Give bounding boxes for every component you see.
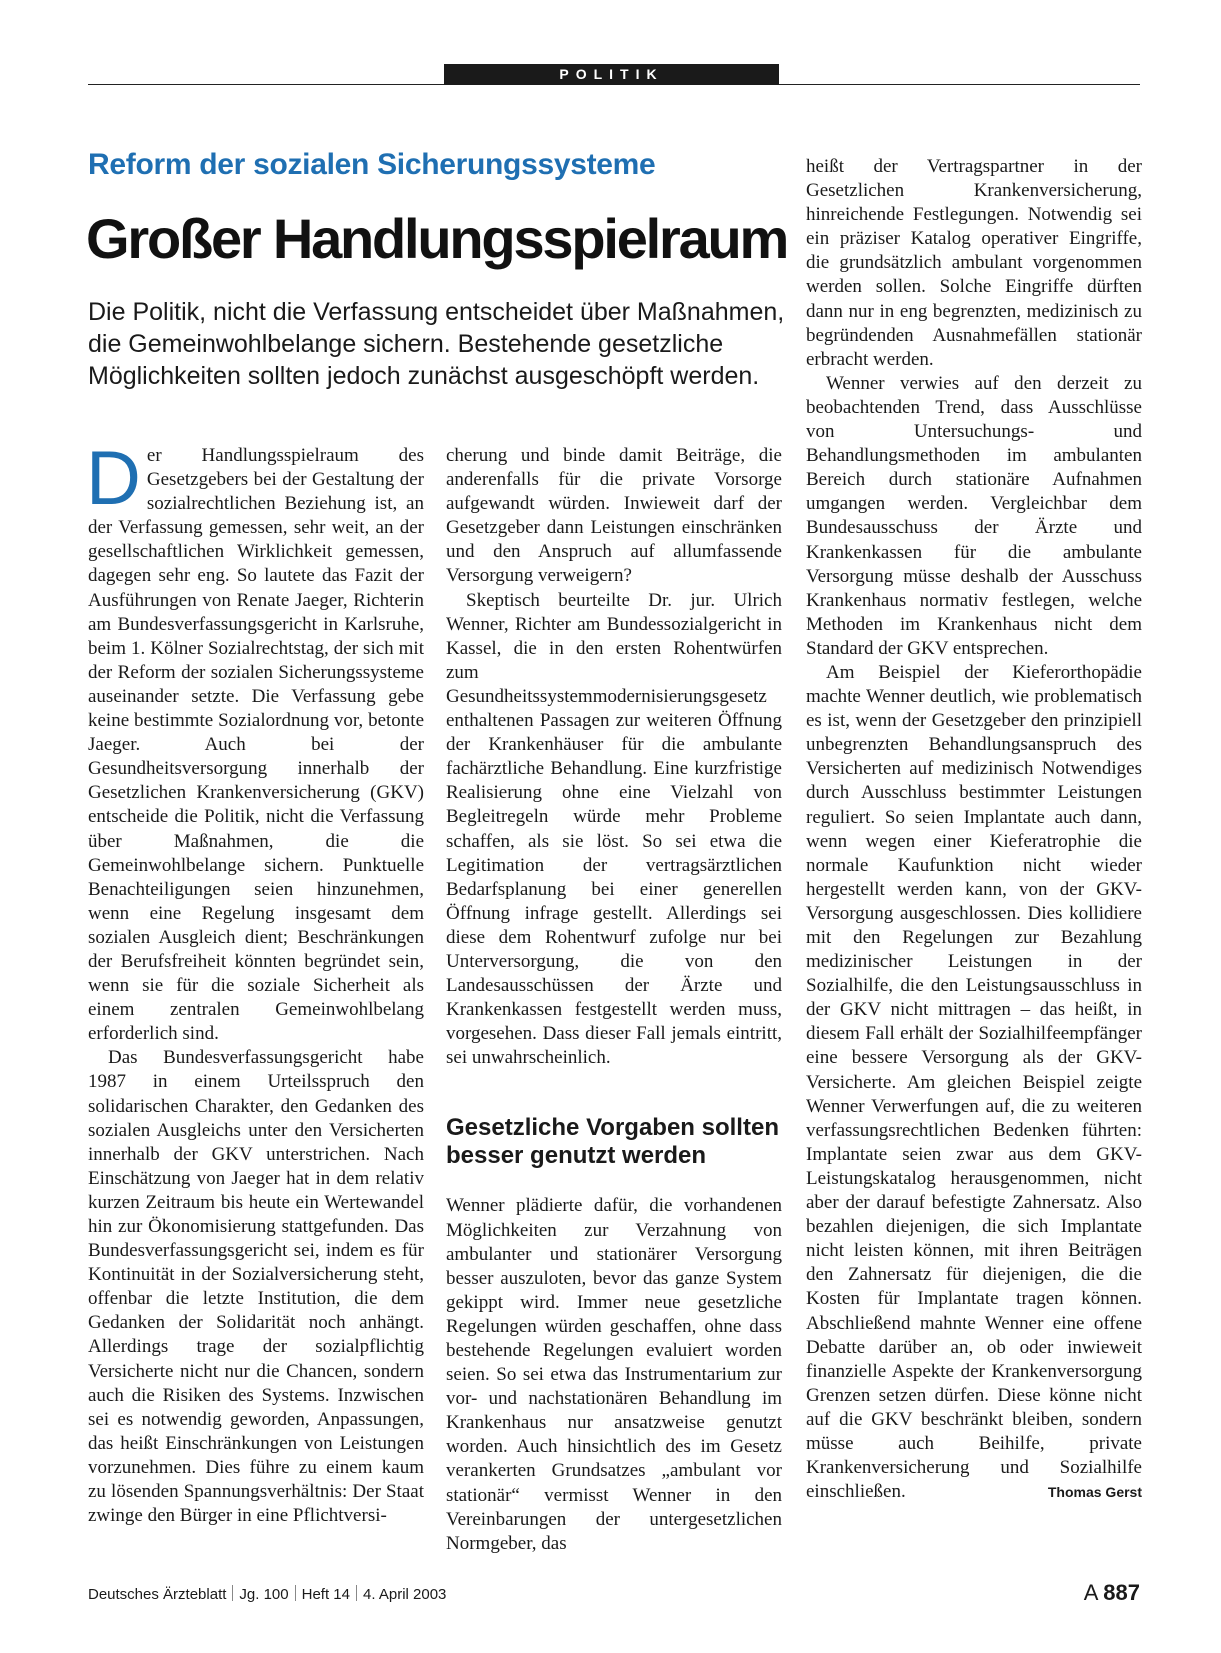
journal-name: Deutsches Ärzteblatt <box>88 1586 227 1603</box>
paragraph <box>806 661 1142 1504</box>
drop-cap: D <box>86 436 141 521</box>
paragraph: cherung und binde damit Beiträge, die anderenfalls für die private Vorsorge aufgewandt würden. Inwieweit darf der Gesetzgeber dann Leistungen einschränken und den Anspruch auf allumfassende Versorgung verweigern? <box>446 445 782 587</box>
article-lead: Die Politik, nicht die Verfassung entscheidet über Maßnahmen, die Gemeinwohlbelange sichern. Bestehende gesetzliche Möglichkeiten sollten jedoch zunächst ausgeschöpft werden. <box>88 298 785 390</box>
article-headline: Großer Handlungsspielraum <box>86 207 788 270</box>
author-byline: Thomas Gerst <box>1047 1484 1142 1501</box>
section-label: POLITIK <box>444 64 779 85</box>
divider <box>356 1585 357 1601</box>
paragraph-text: er Handlungsspielraum des Gesetzgebers bei der Gestaltung der sozialrechtlichen Beziehung ist, an der Verfassung gemessen, sehr weit, an der gesellschaftlichen Wirklichkeit gemessen, dagegen sehr eng. So lautete das Fazit der Ausführungen von Renate Jaeger, Richterin am Bundesverfassungsgericht in Karlsruhe, beim 1. Kölner Sozialrechtstag, der sich mit der Reform der sozialen Sicherungssysteme auseinander setzte. Die Verfassung gebe keine bestimmte Sozialordnung vor, betonte Jaeger. Auch bei der Gesundheitsversorgung innerhalb der Gesetzlichen Krankenversicherung (GKV) entscheide die Politik, nicht die Verfassung über Maßnahmen, die die Gemeinwohlbelange sichern. Punktuelle Benachteiligungen seien hinzunehmen, wenn eine Regelung insgesamt dem sozialen Ausgleich dient; Beschränkungen der Berufsfreiheit könnten begründet sein, wenn sie für die soziale Sicherheit als einem zentralen Gemeinwohlbelang erforderlich sind. <box>88 445 424 1045</box>
subheading: Gesetzliche Vorgaben sollten besser genutzt werden <box>446 1114 779 1170</box>
divider <box>295 1585 296 1601</box>
page-number <box>1084 1580 1140 1606</box>
page-footer <box>88 1585 446 1603</box>
paragraph-text: Am Beispiel der Kieferorthopädie machte Wenner deutlich, wie problematisch es ist, wenn der Gesetzgeber den prinzipiell unbegrenzten Behandlungsanspruch des Versicherten auf medizinisch Notwendiges durch Ausschluss bestimmter Leistungen reguliert. So seien Implantate auch dann, wenn wegen einer Kieferatrophie die normale Kaufunktion nicht wieder hergestellt werden kann, von der GKV-Versorgung ausgeschlossen. Dies kollidiere mit den Regelungen zur Bezahlung medizinischer Leistungen in der Sozialhilfe, die den Leistungsausschluss in der GKV nicht mittragen – das heißt, in diesem Fall erhält der Sozialhilfeempfänger eine bessere Versorgung als der GKV-Versicherte. Am gleichen Beispiel zeigte Wenner Verwerfungen auf, die zu weiteren verfassungsrechtlichen Bedenken führten: Implantate seien zwar aus dem GKV-Leistungskatalog herausgenommen, nicht aber der darauf befestigte Zahnersatz. Also bezahlen diejenigen, die sich Implantate nicht leisten können, mit ihren Beiträgen den Zahnersatz für diejenigen, die die Kosten für Implantate tragen können. Abschließend mahnte Wenner eine offene Debatte darüber an, ob oder inwieweit finanzielle Aspekte der Krankenversorgung Grenzen setzen dürfen. Diese könne nicht auf die GKV beschränkt bleiben, sondern müsse auch Beihilfe, private Krankenversicherung und Sozialhilfe einschließen. <box>806 661 1142 1503</box>
paragraph: Skeptisch beurteilte Dr. jur. Ulrich Wenner, Richter am Bundessozialgericht in Kassel, die in den ersten Rohentwürfen zum Gesundheitssystemmodernisierungsgesetz enthaltenen Passagen zur weiteren Öffnung der Krankenhäuser für die ambulante fachärztliche Behandlung. Eine kurzfristige Realisierung ohne eine Vielzahl von Begleitregeln würde mehr Probleme schaffen, als sie löst. So sei etwa die Legitimation der vertragsärztlichen Bedarfsplanung bei einer generellen Öffnung infrage gestellt. Allerdings sei diese dem Rohentwurf zufolge nur bei Unterversorgung, die von den Landesausschüssen der Ärzte und Krankenkassen festgestellt werden muss, vorgesehen. Dass dieser Fall jemals eintritt, sei unwahrscheinlich. <box>446 589 782 1069</box>
divider <box>232 1585 233 1601</box>
article-kicker: Reform der sozialen Sicherungssysteme <box>88 148 656 181</box>
page-prefix: A <box>1083 1580 1098 1605</box>
issue-date: 4. April 2003 <box>363 1586 447 1603</box>
column-2 <box>446 444 782 1556</box>
paragraph: Das Bundesverfassungsgericht habe 1987 in einem Urteilsspruch den solidarischen Charakter, den Gedanken des sozialen Ausgleichs unter den Versicherten innerhalb der GKV unterstrichen. Nach Einschätzung von Jaeger hat in dem relativ kurzen Zeitraum bis heute ein Wertewandel hin zur Ökonomisierung stattgefunden. Das Bundesverfassungsgericht sei, indem es für Kontinuität in der Sozialversicherung steht, offenbar die letzte Institution, die dem Gedanken der Solidarität noch anhängt. Allerdings trage der sozialpflichtig Versicherte nicht nur die Chancen, sondern auch die Risiken des Systems. Inzwischen sei es notwendig geworden, Anpassungen, das heißt Einschränkungen von Leistungen vorzunehmen. Dies führe zu einem kaum zu lösenden Spannungsverhältnis: Der Staat zwinge den Bürger in eine Pflichtversi- <box>88 1047 424 1527</box>
page-number-value: 887 <box>1103 1580 1140 1605</box>
volume: Jg. 100 <box>239 1586 289 1603</box>
issue: Heft 14 <box>301 1586 350 1603</box>
column-1 <box>86 436 424 1528</box>
column-3 <box>806 155 1142 1504</box>
paragraph <box>86 436 424 1046</box>
paragraph: Wenner verwies auf den derzeit zu beobachtenden Trend, dass Ausschlüsse von Untersuchungs- und Behandlungsmethoden im ambulanten Bereich durch stationäre Aufnahmen umgangen werden. Vergleichbar dem Bundesausschuss der Ärzte und Krankenkassen für die ambulante Versorgung müsse deshalb der Ausschuss Krankenhaus normativ festlegen, welche Methoden im Krankenhaus nicht dem Standard der GKV entsprechen. <box>806 372 1142 659</box>
paragraph: Wenner plädierte dafür, die vorhandenen Möglichkeiten zur Verzahnung von ambulanter und stationärer Versorgung besser auszuloten, bevor das ganze System gekippt wird. Immer neue gesetzliche Regelungen würden geschaffen, ohne dass bestehende Regelungen evaluiert worden seien. So sei etwa das Instrumentarium zur vor- und nachstationären Behandlung im Krankenhaus nur ansatzweise genutzt worden. Auch hinsichtlich des im Gesetz verankerten Grundsatzes „ambulant vor stationär“ vermisst Wenner in den Vereinbarungen der untergesetzlichen Normgeber, das <box>446 1195 782 1554</box>
paragraph: heißt der Vertragspartner in der Gesetzlichen Krankenversicherung, hinreichende Festlegungen. Notwendig sei ein präziser Katalog operativer Eingriffe, die grundsätzlich ambulant vorgenommen werden sollen. Solche Eingriffe dürften dann nur in eng begrenzten, medizinisch zu begründenden Ausnahmefällen stationär erbracht werden. <box>806 156 1142 370</box>
